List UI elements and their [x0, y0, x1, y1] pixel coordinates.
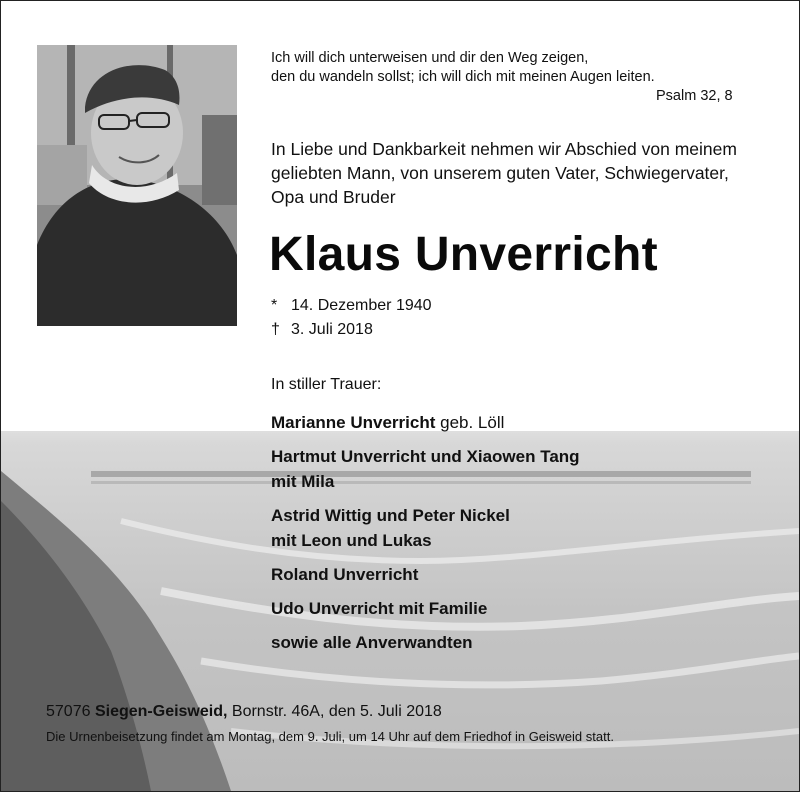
mourner-name: Astrid Wittig und Peter Nickel — [271, 506, 510, 525]
mourner-name: Udo Unverricht mit Familie — [271, 599, 488, 618]
birth-row — [271, 294, 432, 318]
life-dates — [271, 294, 432, 342]
mourner-group — [271, 410, 580, 435]
mourner-group — [271, 596, 580, 621]
intro-line-3: Opa und Bruder — [271, 187, 396, 207]
birth-date: 14. Dezember 1940 — [291, 297, 432, 314]
portrait-image — [37, 45, 237, 326]
intro-line-1: In Liebe und Dankbarkeit nehmen wir Abschied von meinem — [271, 139, 737, 159]
postcode: 57076 — [46, 703, 91, 720]
intro-line-2: geliebten Mann, von unserem guten Vater, Schwiegervater, — [271, 163, 729, 183]
mourner-group — [271, 562, 580, 587]
death-cross-icon: † — [271, 321, 280, 338]
mourner-name: Roland Unverricht — [271, 565, 419, 584]
funeral-note: Die Urnenbeisetzung findet am Montag, dem 9. Juli, um 14 Uhr auf dem Friedhof in Geisweid statt. — [46, 729, 614, 744]
mourners-label: In stiller Trauer: — [271, 376, 382, 393]
mourner-group — [271, 503, 580, 553]
death-row — [271, 318, 432, 342]
farewell-intro — [271, 137, 771, 209]
birth-star-icon: * — [271, 297, 278, 314]
mourner-children: mit Leon und Lukas — [271, 531, 432, 550]
street-and-date: Bornstr. 46A, den 5. Juli 2018 — [231, 703, 442, 720]
mourner-maiden-name: geb. Löll — [440, 413, 505, 432]
family-address — [46, 703, 442, 721]
deceased-name: Klaus Unverricht — [269, 228, 658, 281]
mourners-list — [271, 410, 580, 664]
death-date: 3. Juli 2018 — [291, 321, 373, 338]
mourner-name: sowie alle Anverwandten — [271, 633, 473, 652]
city: Siegen-Geisweid, — [94, 703, 228, 720]
verse-line-2: den du wandeln sollst; ich will dich mit meinen Augen leiten. — [271, 69, 655, 85]
mourner-name: Hartmut Unverricht und Xiaowen Tang — [271, 447, 580, 466]
verse-line-1: Ich will dich unterweisen und dir den Weg zeigen, — [271, 50, 589, 66]
verse-reference: Psalm 32, 8 — [656, 88, 733, 104]
mourner-group — [271, 630, 580, 655]
mourner-group — [271, 444, 580, 494]
mourner-name: Marianne Unverricht — [271, 413, 436, 432]
portrait-photo — [37, 45, 237, 326]
bible-verse — [271, 49, 655, 87]
mourner-children: mit Mila — [271, 472, 335, 491]
